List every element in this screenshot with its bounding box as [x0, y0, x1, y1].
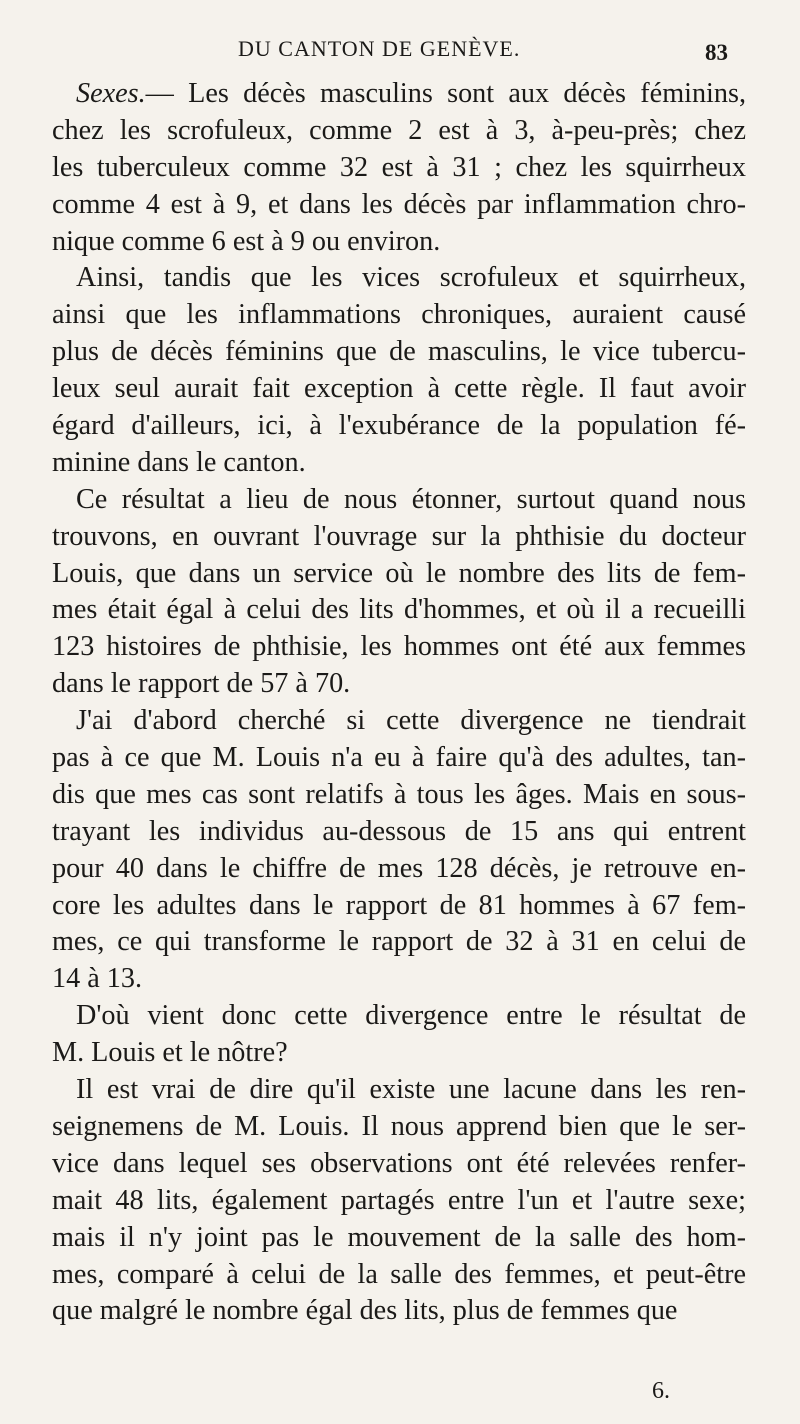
- line-text: Ainsi, tandis que les vices scrofuleux et squirrheux,: [76, 262, 746, 294]
- text-line: [52, 76, 746, 113]
- line-text: ainsi que les inflammations chroniques, auraient causé: [52, 299, 746, 331]
- page-header: [0, 36, 800, 76]
- line-text: dis que mes cas sont relatifs à tous les âges. Mais en sous-: [52, 778, 746, 810]
- text-line: [52, 224, 746, 261]
- paragraph: [52, 260, 746, 481]
- text-line: [52, 740, 746, 777]
- text-line: [52, 1109, 746, 1146]
- line-text: mes était égal à celui des lits d'hommes, et où il a recueilli: [52, 594, 746, 626]
- text-line: [52, 1183, 746, 1220]
- text-line: [52, 888, 746, 925]
- line-text: minine dans le canton.: [52, 446, 306, 478]
- line-text: plus de décès féminins que de masculins, le vice tubercu-: [52, 336, 746, 368]
- line-text: J'ai d'abord cherché si cette divergence ne tiendrait: [76, 705, 746, 737]
- text-line: [52, 260, 746, 297]
- paragraph: [52, 1072, 746, 1330]
- line-text: comme 4 est à 9, et dans les décès par inflammation chro-: [52, 188, 746, 220]
- line-text: mes, comparé à celui de la salle des femmes, et peut-être: [52, 1258, 746, 1290]
- line-text: trayant les individus au-dessous de 15 ans qui entrent: [52, 815, 746, 847]
- paragraph: [52, 76, 746, 260]
- line-text: mais il n'y joint pas le mouvement de la salle des hom-: [52, 1221, 746, 1253]
- signature-mark: 6.: [652, 1378, 670, 1404]
- text-line: [52, 371, 746, 408]
- line-text: Il est vrai de dire qu'il existe une lacune dans les ren-: [76, 1074, 746, 1106]
- text-line: [52, 334, 746, 371]
- line-text: leux seul aurait fait exception à cette règle. Il faut avoir: [52, 373, 746, 405]
- text-line: [52, 556, 746, 593]
- body-text: [52, 76, 746, 1330]
- text-line: [52, 113, 746, 150]
- line-text: trouvons, en ouvrant l'ouvrage sur la phthisie du docteur: [52, 520, 746, 552]
- running-title: DU CANTON DE GENÈVE.: [238, 36, 521, 61]
- page-number: 83: [705, 40, 728, 65]
- line-text: pour 40 dans le chiffre de mes 128 décès, je retrouve en-: [52, 852, 746, 884]
- line-text: chez les scrofuleux, comme 2 est à 3, à-peu-près; chez: [52, 114, 746, 146]
- line-text: D'où vient donc cette divergence entre le résultat de: [76, 1000, 746, 1032]
- line-text: M. Louis et le nôtre?: [52, 1037, 288, 1069]
- section-lead: Sexes.: [76, 78, 146, 109]
- text-line: [52, 666, 746, 703]
- line-text: — Les décès masculins sont aux décès féminins,: [145, 78, 746, 109]
- line-text: Louis, que dans un service où le nombre des lits de fem-: [52, 557, 746, 589]
- text-line: [52, 187, 746, 224]
- text-line: [52, 1220, 746, 1257]
- text-line: [52, 814, 746, 851]
- line-text: Ce résultat a lieu de nous étonner, surtout quand nous: [76, 483, 746, 515]
- text-line: [52, 408, 746, 445]
- line-text: mait 48 lits, également partagés entre l'un et l'autre sexe;: [52, 1184, 746, 1216]
- text-line: [52, 445, 746, 482]
- text-line: [52, 629, 746, 666]
- paragraph: [52, 482, 746, 703]
- text-line: [52, 777, 746, 814]
- line-text: 14 à 13.: [52, 963, 143, 995]
- line-text: égard d'ailleurs, ici, à l'exubérance de la population fé-: [52, 410, 746, 442]
- text-line: [52, 150, 746, 187]
- text-line: [52, 1072, 746, 1109]
- text-line: [52, 482, 746, 519]
- line-text: nique comme 6 est à 9 ou environ.: [52, 225, 441, 257]
- text-line: [52, 1293, 746, 1330]
- text-line: [52, 924, 746, 961]
- line-text: seignemens de M. Louis. Il nous apprend bien que le ser-: [52, 1110, 746, 1142]
- text-line: [52, 998, 746, 1035]
- text-line: [52, 1146, 746, 1183]
- paragraph: [52, 998, 746, 1072]
- text-line: [52, 519, 746, 556]
- text-line: [52, 592, 746, 629]
- text-line: [52, 1257, 746, 1294]
- line-text: 123 histoires de phthisie, les hommes ont été aux femmes: [52, 631, 746, 663]
- line-text: vice dans lequel ses observations ont été relevées renfer-: [52, 1147, 746, 1179]
- line-text: dans le rapport de 57 à 70.: [52, 668, 351, 700]
- line-text: mes, ce qui transforme le rapport de 32 à 31 en celui de: [52, 926, 746, 958]
- line-text: pas à ce que M. Louis n'a eu à faire qu'à des adultes, tan-: [52, 742, 746, 774]
- text-line: [52, 297, 746, 334]
- paragraph: [52, 703, 746, 998]
- text-line: [52, 851, 746, 888]
- text-line: [52, 961, 746, 998]
- text-line: [52, 703, 746, 740]
- line-text: les tuberculeux comme 32 est à 31 ; chez les squirrheux: [52, 151, 746, 183]
- text-line: [52, 1035, 746, 1072]
- line-text: core les adultes dans le rapport de 81 hommes à 67 fem-: [52, 889, 746, 921]
- line-text: que malgré le nombre égal des lits, plus de femmes que: [52, 1295, 678, 1327]
